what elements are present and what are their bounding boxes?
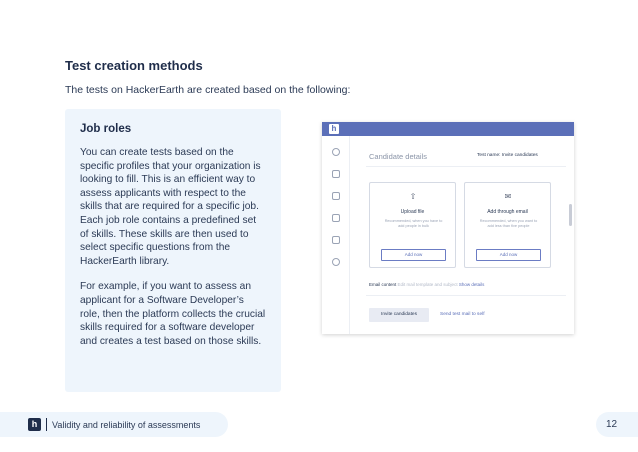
footer-logo: h <box>28 418 41 431</box>
page-title: Test creation methods <box>65 58 203 73</box>
job-roles-card <box>65 109 281 392</box>
add-email-option <box>464 182 551 268</box>
app-sidebar <box>322 136 350 334</box>
show-details-link[interactable]: Show details <box>458 282 485 287</box>
divider <box>366 166 566 167</box>
option-description: Recommended, when you have to add people in bulk <box>384 219 443 228</box>
divider <box>366 295 566 296</box>
page-number: 12 <box>606 419 618 430</box>
app-top-bar <box>322 122 574 136</box>
scrollbar[interactable] <box>569 204 572 226</box>
email-content-hint: Edit mail template and subject <box>397 282 458 287</box>
card-paragraph-2: For example, if you want to assess an applicant for a Software Developer’s role, then the platform collects the crucial skills required for a software developer and creates a test based on those skills. <box>80 281 266 347</box>
upload-add-now-button[interactable]: Add now <box>381 249 446 261</box>
email-content-label: Email content <box>369 282 397 287</box>
option-title: Upload file <box>400 209 425 215</box>
upload-icon: ⇧ <box>409 192 417 201</box>
footer-text: Validity and reliability of assessments <box>52 420 201 430</box>
email-content-row <box>369 282 484 287</box>
option-title: Add through email <box>487 209 528 215</box>
page-subtitle: The tests on HackerEarth are created based on the following: <box>65 84 351 96</box>
email-add-now-button[interactable]: Add now <box>476 249 541 261</box>
settings-icon[interactable] <box>332 258 340 266</box>
option-description: Recommended, when you want to add less than five people <box>479 219 538 228</box>
mail-icon: ✉ <box>504 192 512 201</box>
tests-icon[interactable] <box>332 170 340 178</box>
invite-candidates-screenshot <box>322 122 574 334</box>
library-icon[interactable] <box>332 192 340 200</box>
card-paragraph-1: You can create tests based on the specific profiles that your organization is looking to fill. This is an efficient way to assess applicants with respect to the skills that are required for a specific job. Each job role contains a predefined set of skills. These skills are then used to select specific questions from the HackerEarth library. <box>80 147 261 267</box>
send-test-mail-link[interactable]: Send test mail to self <box>440 312 485 317</box>
footer-divider <box>46 418 47 431</box>
dashboard-icon[interactable] <box>332 148 340 156</box>
upload-file-option <box>369 182 456 268</box>
lock-icon[interactable] <box>332 236 340 244</box>
test-name-label: Test name: Invite candidates <box>477 153 538 158</box>
candidate-details-title: Candidate details <box>369 152 427 161</box>
card-title: Job roles <box>80 123 132 135</box>
invite-candidates-button[interactable]: Invite candidates <box>369 308 429 322</box>
candidates-icon[interactable] <box>332 214 340 222</box>
hackerearth-logo: h <box>329 124 339 134</box>
